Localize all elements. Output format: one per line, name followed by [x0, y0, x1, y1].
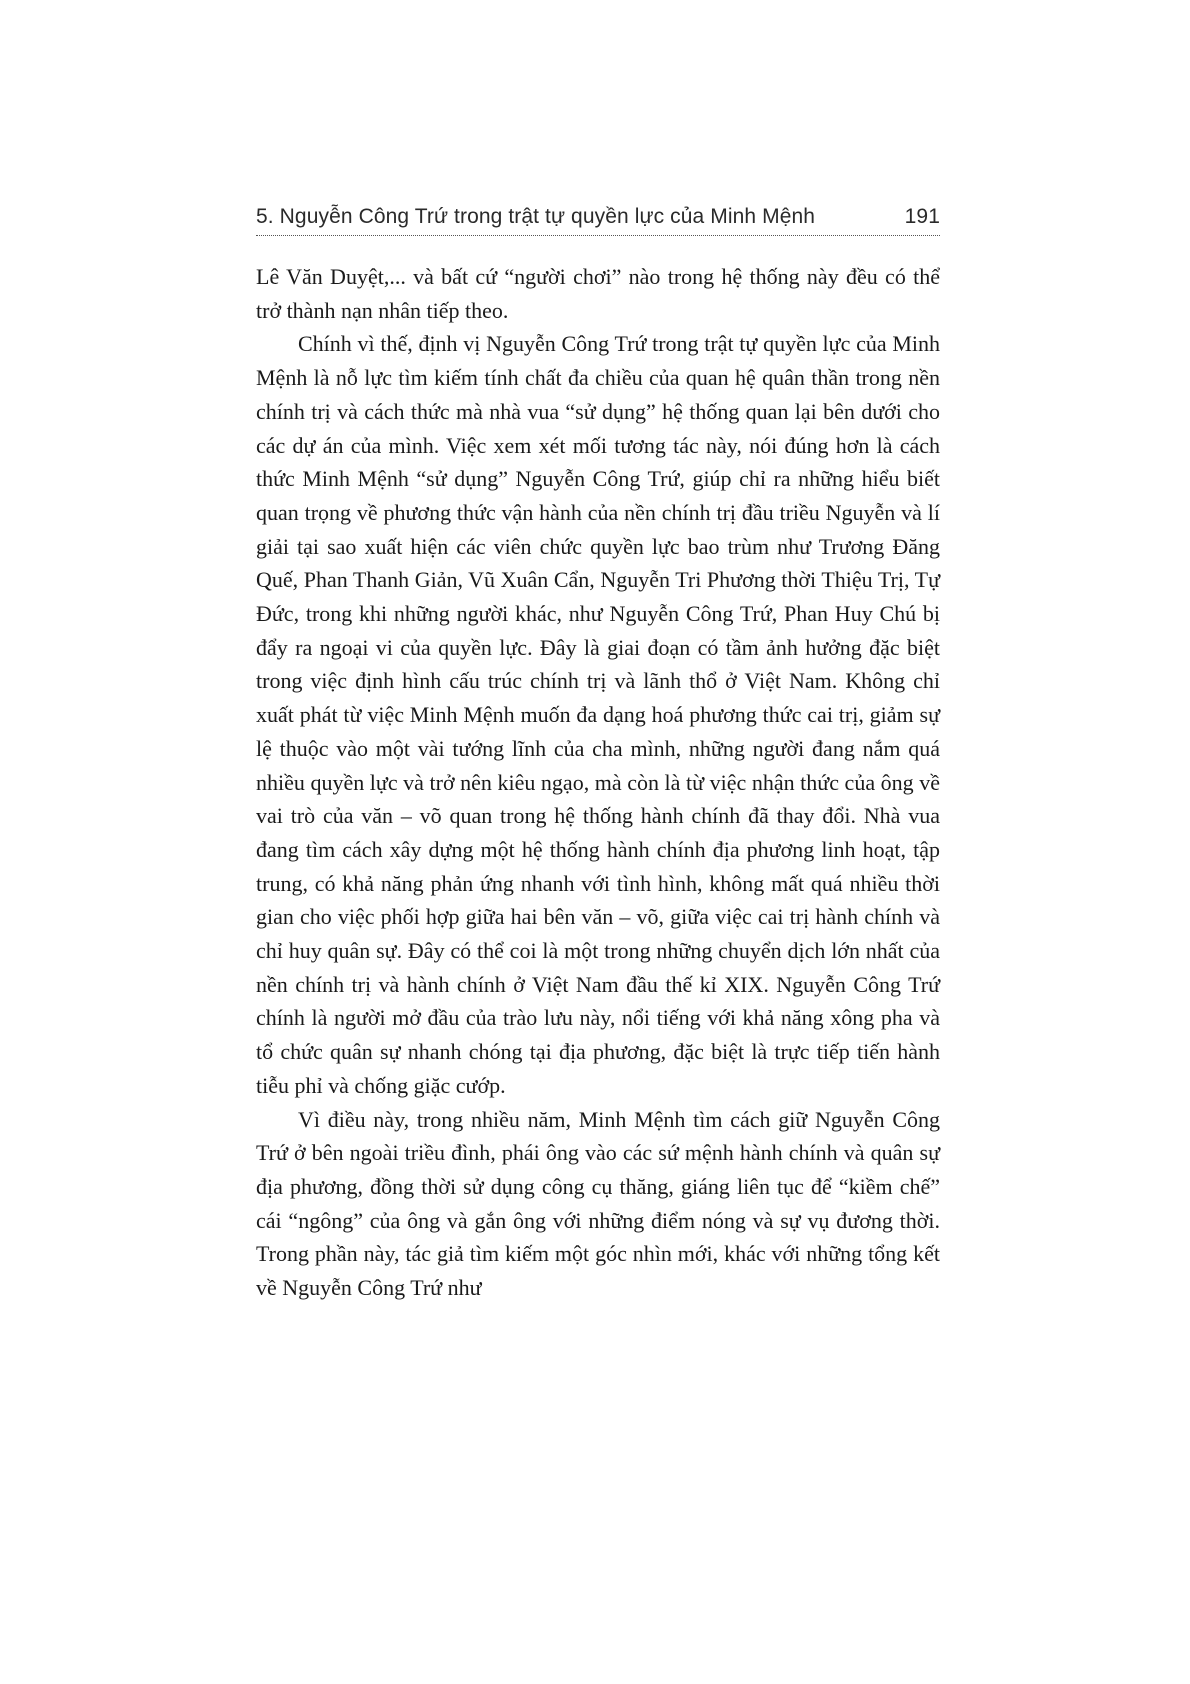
running-header — [256, 205, 940, 236]
paragraph-continued: Lê Văn Duyệt,... và bất cứ “người chơi” nào trong hệ thống này đều có thể trở thành nạn nhân tiếp theo. — [256, 264, 940, 323]
paragraph: Vì điều này, trong nhiều năm, Minh Mệnh tìm cách giữ Nguyễn Công Trứ ở bên ngoài triều đình, phái ông vào các sứ mệnh hành chính và quân sự địa phương, đồng thời sử dụng công cụ thăng, giáng liên tục để “kiềm chế” cái “ngông” của ông và gắn ông với những điểm nóng và sự vụ đương thời. Trong phần này, tác giả tìm kiếm một góc nhìn mới, khác với những tổng kết về Nguyễn Công Trứ như — [256, 1106, 940, 1301]
chapter-title: 5. Nguyễn Công Trứ trong trật tự quyền lực của Minh Mệnh — [256, 205, 816, 228]
body-text — [256, 260, 940, 1305]
page-number: 191 — [904, 205, 940, 228]
book-page — [256, 205, 940, 1305]
paragraph: Chính vì thế, định vị Nguyễn Công Trứ trong trật tự quyền lực của Minh Mệnh là nỗ lực tìm kiếm tính chất đa chiều của quan hệ quân thần trong nền chính trị và cách thức mà nhà vua “sử dụng” hệ thống quan lại bên dưới cho các dự án của mình. Việc xem xét mối tương tác này, nói đúng hơn là cách thức Minh Mệnh “sử dụng” Nguyễn Công Trứ, giúp chỉ ra những hiểu biết quan trọng về phương thức vận hành của nền chính trị đầu triều Nguyễn và lí giải tại sao xuất hiện các viên chức quyền lực bao trùm như Trương Đăng Quế, Phan Thanh Giản, Vũ Xuân Cẩn, Nguyễn Tri Phương thời Thiệu Trị, Tự Đức, trong khi những người khác, như Nguyễn Công Trứ, Phan Huy Chú bị đẩy ra ngoại vi của quyền lực. Đây là giai đoạn có tầm ảnh hưởng đặc biệt trong việc định hình cấu trúc chính trị và lãnh thổ ở Việt Nam. Không chỉ xuất phát từ việc Minh Mệnh muốn đa dạng hoá phương thức cai trị, giảm sự lệ thuộc vào một vài tướng lĩnh của cha mình, những người đang nắm quá nhiều quyền lực và trở nên kiêu ngạo, mà còn là từ việc nhận thức của ông về vai trò của văn – võ quan trong hệ thống hành chính đã thay đổi. Nhà vua đang tìm cách xây dựng một hệ thống hành chính địa phương linh hoạt, tập trung, có khả năng phản ứng nhanh với tình hình, không mất quá nhiều thời gian cho việc phối hợp giữa hai bên văn – võ, giữa việc cai trị hành chính và chỉ huy quân sự. Đây có thể coi là một trong những chuyển dịch lớn nhất của nền chính trị và hành chính ở Việt Nam đầu thế kỉ XIX. Nguyễn Công Trứ chính là người mở đầu của trào lưu này, nổi tiếng với khả năng xông pha và tổ chức quân sự nhanh chóng tại địa phương, đặc biệt là trực tiếp tiến hành tiễu phỉ và chống giặc cướp. — [256, 331, 940, 1098]
